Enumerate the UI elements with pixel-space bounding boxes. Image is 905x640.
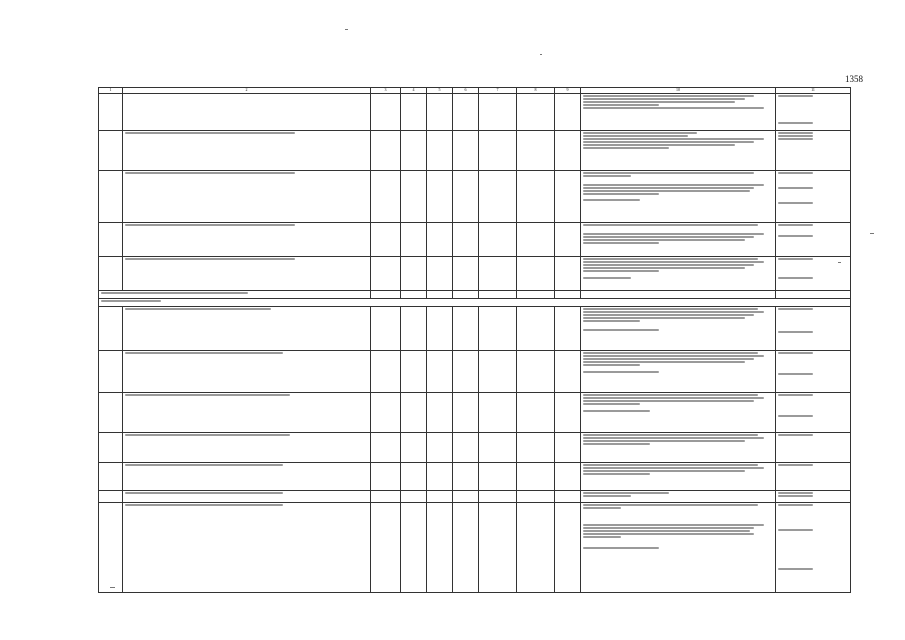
year-cell bbox=[401, 491, 427, 503]
row-number bbox=[99, 351, 123, 393]
col-header: 9 bbox=[555, 88, 581, 94]
unreadable-text bbox=[778, 258, 848, 279]
address-cell bbox=[123, 491, 371, 503]
period-cell bbox=[776, 491, 851, 503]
row-number bbox=[99, 393, 123, 433]
unreadable-text bbox=[125, 434, 368, 436]
unreadable-text bbox=[583, 492, 773, 497]
roof-cell bbox=[517, 307, 555, 351]
district-row bbox=[99, 299, 851, 307]
material-cell bbox=[479, 307, 517, 351]
area-cell bbox=[371, 393, 401, 433]
address-cell bbox=[123, 433, 371, 463]
period-cell bbox=[776, 503, 851, 593]
col-header: 5 bbox=[427, 88, 453, 94]
unreadable-text bbox=[583, 352, 773, 373]
address-cell bbox=[123, 223, 371, 257]
unreadable-text bbox=[125, 224, 368, 226]
roof-cell bbox=[517, 131, 555, 171]
material-cell bbox=[479, 171, 517, 223]
entrances-cell bbox=[453, 131, 479, 171]
row-number bbox=[99, 94, 123, 131]
scan-mark bbox=[870, 233, 874, 234]
unreadable-text bbox=[125, 394, 368, 396]
row-number bbox=[99, 433, 123, 463]
unreadable-text bbox=[125, 172, 368, 174]
floors-cell bbox=[427, 171, 453, 223]
table-row bbox=[99, 503, 851, 593]
unreadable-text bbox=[778, 95, 848, 124]
residents-cell bbox=[555, 491, 581, 503]
table-row bbox=[99, 491, 851, 503]
material-cell bbox=[479, 257, 517, 291]
roof-cell bbox=[517, 463, 555, 491]
works-cell bbox=[581, 393, 776, 433]
area-cell bbox=[371, 171, 401, 223]
roof-cell bbox=[517, 171, 555, 223]
row-number bbox=[99, 131, 123, 171]
row-number bbox=[99, 503, 123, 593]
col-header: 6 bbox=[453, 88, 479, 94]
floors-cell bbox=[427, 307, 453, 351]
subtotal-residents bbox=[555, 291, 581, 299]
period-cell bbox=[776, 94, 851, 131]
residents-cell bbox=[555, 307, 581, 351]
row-number bbox=[99, 491, 123, 503]
table-row bbox=[99, 171, 851, 223]
year-cell bbox=[401, 223, 427, 257]
entrances-cell bbox=[453, 307, 479, 351]
unreadable-text bbox=[778, 132, 848, 140]
table-row bbox=[99, 433, 851, 463]
material-cell bbox=[479, 94, 517, 131]
entrances-cell bbox=[453, 94, 479, 131]
area-cell bbox=[371, 307, 401, 351]
material-cell bbox=[479, 393, 517, 433]
unreadable-text bbox=[125, 258, 368, 260]
entrances-cell bbox=[453, 171, 479, 223]
works-cell bbox=[581, 257, 776, 291]
unreadable-text bbox=[778, 492, 848, 497]
table-row bbox=[99, 463, 851, 491]
entrances-cell bbox=[453, 223, 479, 257]
floors-cell bbox=[427, 94, 453, 131]
works-cell bbox=[581, 131, 776, 171]
unreadable-text bbox=[125, 464, 368, 466]
works-cell bbox=[581, 223, 776, 257]
address-cell bbox=[123, 171, 371, 223]
period-cell bbox=[776, 223, 851, 257]
unreadable-text bbox=[778, 224, 848, 237]
address-cell bbox=[123, 94, 371, 131]
col-header: 1 bbox=[99, 88, 123, 94]
unreadable-text bbox=[778, 172, 848, 204]
area-cell bbox=[371, 463, 401, 491]
unreadable-text bbox=[583, 95, 773, 109]
unreadable-text bbox=[125, 132, 368, 134]
page-number: 1358 bbox=[845, 74, 863, 84]
entrances-cell bbox=[453, 491, 479, 503]
area-cell bbox=[371, 433, 401, 463]
year-cell bbox=[401, 393, 427, 433]
area-cell bbox=[371, 503, 401, 593]
area-cell bbox=[371, 223, 401, 257]
address-cell bbox=[123, 503, 371, 593]
unreadable-text bbox=[583, 224, 773, 244]
row-number bbox=[99, 463, 123, 491]
entrances-cell bbox=[453, 351, 479, 393]
residents-cell bbox=[555, 393, 581, 433]
works-cell bbox=[581, 463, 776, 491]
roof-cell bbox=[517, 351, 555, 393]
scan-mark bbox=[540, 54, 542, 55]
unreadable-text bbox=[101, 300, 848, 302]
residents-cell bbox=[555, 131, 581, 171]
floors-cell bbox=[427, 491, 453, 503]
period-cell bbox=[776, 463, 851, 491]
address-cell bbox=[123, 463, 371, 491]
unreadable-text bbox=[583, 308, 773, 331]
unreadable-text bbox=[583, 504, 773, 549]
scan-mark bbox=[345, 29, 348, 30]
unreadable-text bbox=[101, 292, 368, 294]
unreadable-text bbox=[583, 464, 773, 475]
residents-cell bbox=[555, 171, 581, 223]
col-header: 3 bbox=[371, 88, 401, 94]
year-cell bbox=[401, 351, 427, 393]
unreadable-text bbox=[125, 352, 368, 354]
residents-cell bbox=[555, 463, 581, 491]
col-header: 10 bbox=[581, 88, 776, 94]
roof-cell bbox=[517, 503, 555, 593]
address-cell bbox=[123, 351, 371, 393]
floors-cell bbox=[427, 433, 453, 463]
works-cell bbox=[581, 503, 776, 593]
table-row bbox=[99, 257, 851, 291]
period-cell bbox=[776, 131, 851, 171]
period-cell bbox=[776, 433, 851, 463]
row-number bbox=[99, 223, 123, 257]
floors-cell bbox=[427, 223, 453, 257]
col-header: 11 bbox=[776, 88, 851, 94]
table-row bbox=[99, 131, 851, 171]
unreadable-text bbox=[778, 394, 848, 417]
roof-cell bbox=[517, 393, 555, 433]
entrances-cell bbox=[453, 463, 479, 491]
area-cell bbox=[371, 131, 401, 171]
roof-cell bbox=[517, 491, 555, 503]
works-cell bbox=[581, 94, 776, 131]
subtotal-value bbox=[401, 291, 427, 299]
unreadable-text bbox=[583, 394, 773, 412]
roof-cell bbox=[517, 257, 555, 291]
year-cell bbox=[401, 94, 427, 131]
material-cell bbox=[479, 223, 517, 257]
period-cell bbox=[776, 307, 851, 351]
year-cell bbox=[401, 171, 427, 223]
subtotal-row bbox=[99, 291, 851, 299]
floors-cell bbox=[427, 503, 453, 593]
entrances-cell bbox=[453, 393, 479, 433]
works-cell bbox=[581, 351, 776, 393]
roof-cell bbox=[517, 94, 555, 131]
col-header: 4 bbox=[401, 88, 427, 94]
year-cell bbox=[401, 433, 427, 463]
period-cell bbox=[776, 393, 851, 433]
register-table bbox=[98, 87, 850, 602]
floors-cell bbox=[427, 351, 453, 393]
entrances-cell bbox=[453, 257, 479, 291]
residents-cell bbox=[555, 433, 581, 463]
roof-cell bbox=[517, 223, 555, 257]
table-row bbox=[99, 307, 851, 351]
unreadable-text bbox=[125, 308, 368, 310]
material-cell bbox=[479, 131, 517, 171]
unreadable-text bbox=[583, 172, 773, 201]
unreadable-text bbox=[778, 308, 848, 333]
col-header: 7 bbox=[479, 88, 517, 94]
floors-cell bbox=[427, 463, 453, 491]
material-cell bbox=[479, 463, 517, 491]
unreadable-text bbox=[778, 434, 848, 436]
works-cell bbox=[581, 433, 776, 463]
residents-cell bbox=[555, 351, 581, 393]
unreadable-text bbox=[125, 504, 368, 506]
entrances-cell bbox=[453, 433, 479, 463]
works-cell bbox=[581, 491, 776, 503]
works-cell bbox=[581, 171, 776, 223]
year-cell bbox=[401, 307, 427, 351]
floors-cell bbox=[427, 393, 453, 433]
row-number bbox=[99, 307, 123, 351]
table-row bbox=[99, 351, 851, 393]
unreadable-text bbox=[583, 258, 773, 279]
address-cell bbox=[123, 307, 371, 351]
area-cell bbox=[371, 351, 401, 393]
col-header: 2 bbox=[123, 88, 371, 94]
roof-cell bbox=[517, 433, 555, 463]
unreadable-text bbox=[583, 132, 773, 149]
unreadable-text bbox=[125, 492, 368, 494]
material-cell bbox=[479, 491, 517, 503]
residents-cell bbox=[555, 257, 581, 291]
material-cell bbox=[479, 503, 517, 593]
area-cell bbox=[371, 94, 401, 131]
entrances-cell bbox=[453, 503, 479, 593]
residents-cell bbox=[555, 223, 581, 257]
material-cell bbox=[479, 351, 517, 393]
area-cell bbox=[371, 257, 401, 291]
unreadable-text bbox=[778, 464, 848, 466]
floors-cell bbox=[427, 131, 453, 171]
subtotal-label bbox=[99, 291, 371, 299]
unreadable-text bbox=[778, 352, 848, 375]
year-cell bbox=[401, 503, 427, 593]
table-row bbox=[99, 393, 851, 433]
residents-cell bbox=[555, 94, 581, 131]
year-cell bbox=[401, 257, 427, 291]
unreadable-text bbox=[778, 504, 848, 570]
address-cell bbox=[123, 393, 371, 433]
unreadable-text bbox=[583, 434, 773, 445]
col-header: 8 bbox=[517, 88, 555, 94]
year-cell bbox=[401, 131, 427, 171]
material-cell bbox=[479, 433, 517, 463]
period-cell bbox=[776, 351, 851, 393]
period-cell bbox=[776, 171, 851, 223]
area-cell bbox=[371, 491, 401, 503]
subtotal-area bbox=[371, 291, 401, 299]
works-cell bbox=[581, 307, 776, 351]
year-cell bbox=[401, 463, 427, 491]
address-cell bbox=[123, 257, 371, 291]
table-row bbox=[99, 94, 851, 131]
floors-cell bbox=[427, 257, 453, 291]
address-cell bbox=[123, 131, 371, 171]
table-row bbox=[99, 223, 851, 257]
district-title bbox=[99, 299, 851, 307]
row-number bbox=[99, 257, 123, 291]
row-number bbox=[99, 171, 123, 223]
residents-cell bbox=[555, 503, 581, 593]
period-cell bbox=[776, 257, 851, 291]
